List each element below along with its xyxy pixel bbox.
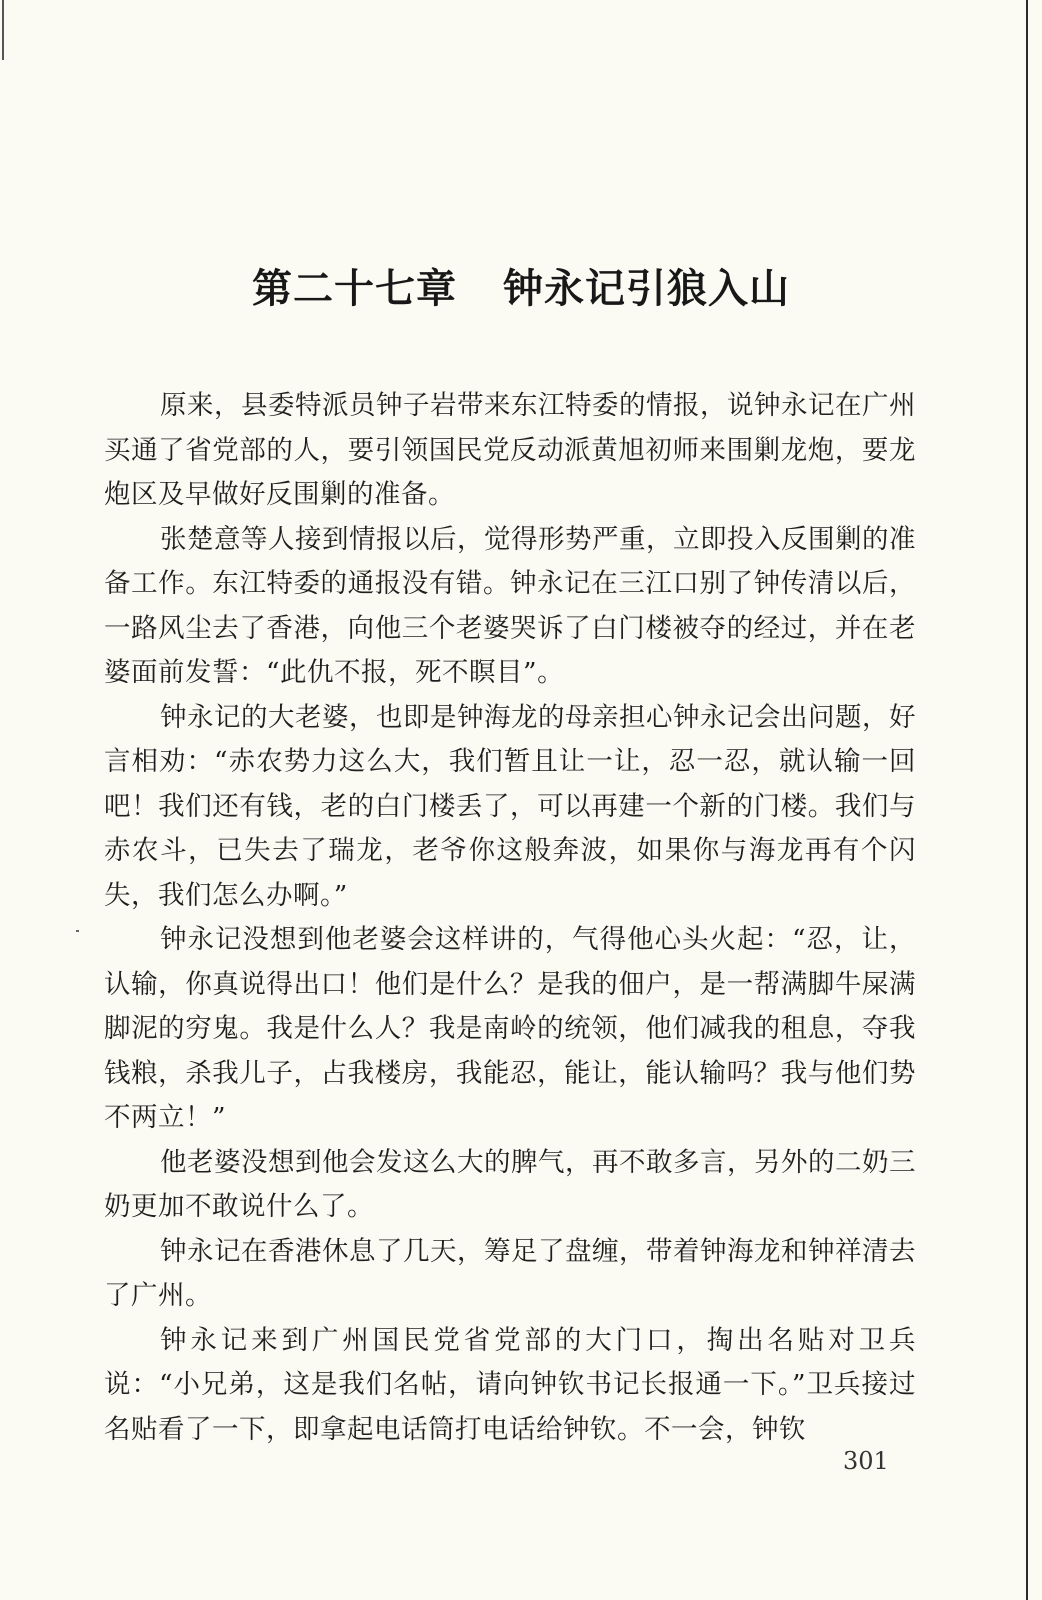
paragraph: 钟永记没想到他老婆会这样讲的，气得他心头火起：“忍，让，认输，你真说得出口！他们是什么？是我的佃户，是一帮满脚牛屎满脚泥的穷鬼。我是什么人？我是南岭的统领，他们减我的租息，夺我钱粮，杀我儿子，占我楼房，我能忍，能让，能认输吗？我与他们势不两立！” <box>104 924 916 1133</box>
scan-speck <box>76 930 79 932</box>
paragraph: 钟永记在香港休息了几天，筹足了盘缠，带着钟海龙和钟祥清去了广州。 <box>104 1235 916 1311</box>
scan-edge-left <box>2 0 4 60</box>
scan-edge-right <box>1026 0 1028 1600</box>
paragraph: 张楚意等人接到情报以后，觉得形势严重，立即投入反围剿的准备工作。东江特委的通报没有错。钟永记在三江口别了钟传清以后，一路风尘去了香港，向他三个老婆哭诉了白门楼被夺的经过，并在老婆面前发誓：“此仇不报，死不瞑目”。 <box>104 523 916 688</box>
page-number: 301 <box>843 1447 889 1475</box>
paragraph: 他老婆没想到他会发这么大的脾气，再不敢多言，另外的二奶三奶更加不敢说什么了。 <box>104 1146 916 1222</box>
chapter-title <box>0 257 1042 314</box>
chapter-name: 钟永记引狼入山 <box>503 266 790 312</box>
paragraph: 原来，县委特派员钟子岩带来东江特委的情报，说钟永记在广州买通了省党部的人，要引领国民党反动派黄旭初师来围剿龙炮，要龙炮区及早做好反围剿的准备。 <box>104 390 916 510</box>
paragraph: 钟永记的大老婆，也即是钟海龙的母亲担心钟永记会出问题，好言相劝：“赤农势力这么大，我们暂且让一让，忍一忍，就认输一回吧！我们还有钱，老的白门楼丢了，可以再建一个新的门楼。我们与赤农斗，已失去了瑞龙，老爷你这般奔波，如果你与海龙再有个闪失，我们怎么办啊。” <box>104 701 916 911</box>
paragraph: 钟永记来到广州国民党省党部的大门口，掏出名贴对卫兵说：“小兄弟，这是我们名帖，请向钟钦书记长报通一下。”卫兵接过名贴看了一下，即拿起电话筒打电话给钟钦。不一会，钟钦 <box>104 1324 916 1445</box>
chapter-number: 第二十七章 <box>252 266 457 312</box>
body-text <box>104 384 916 1452</box>
